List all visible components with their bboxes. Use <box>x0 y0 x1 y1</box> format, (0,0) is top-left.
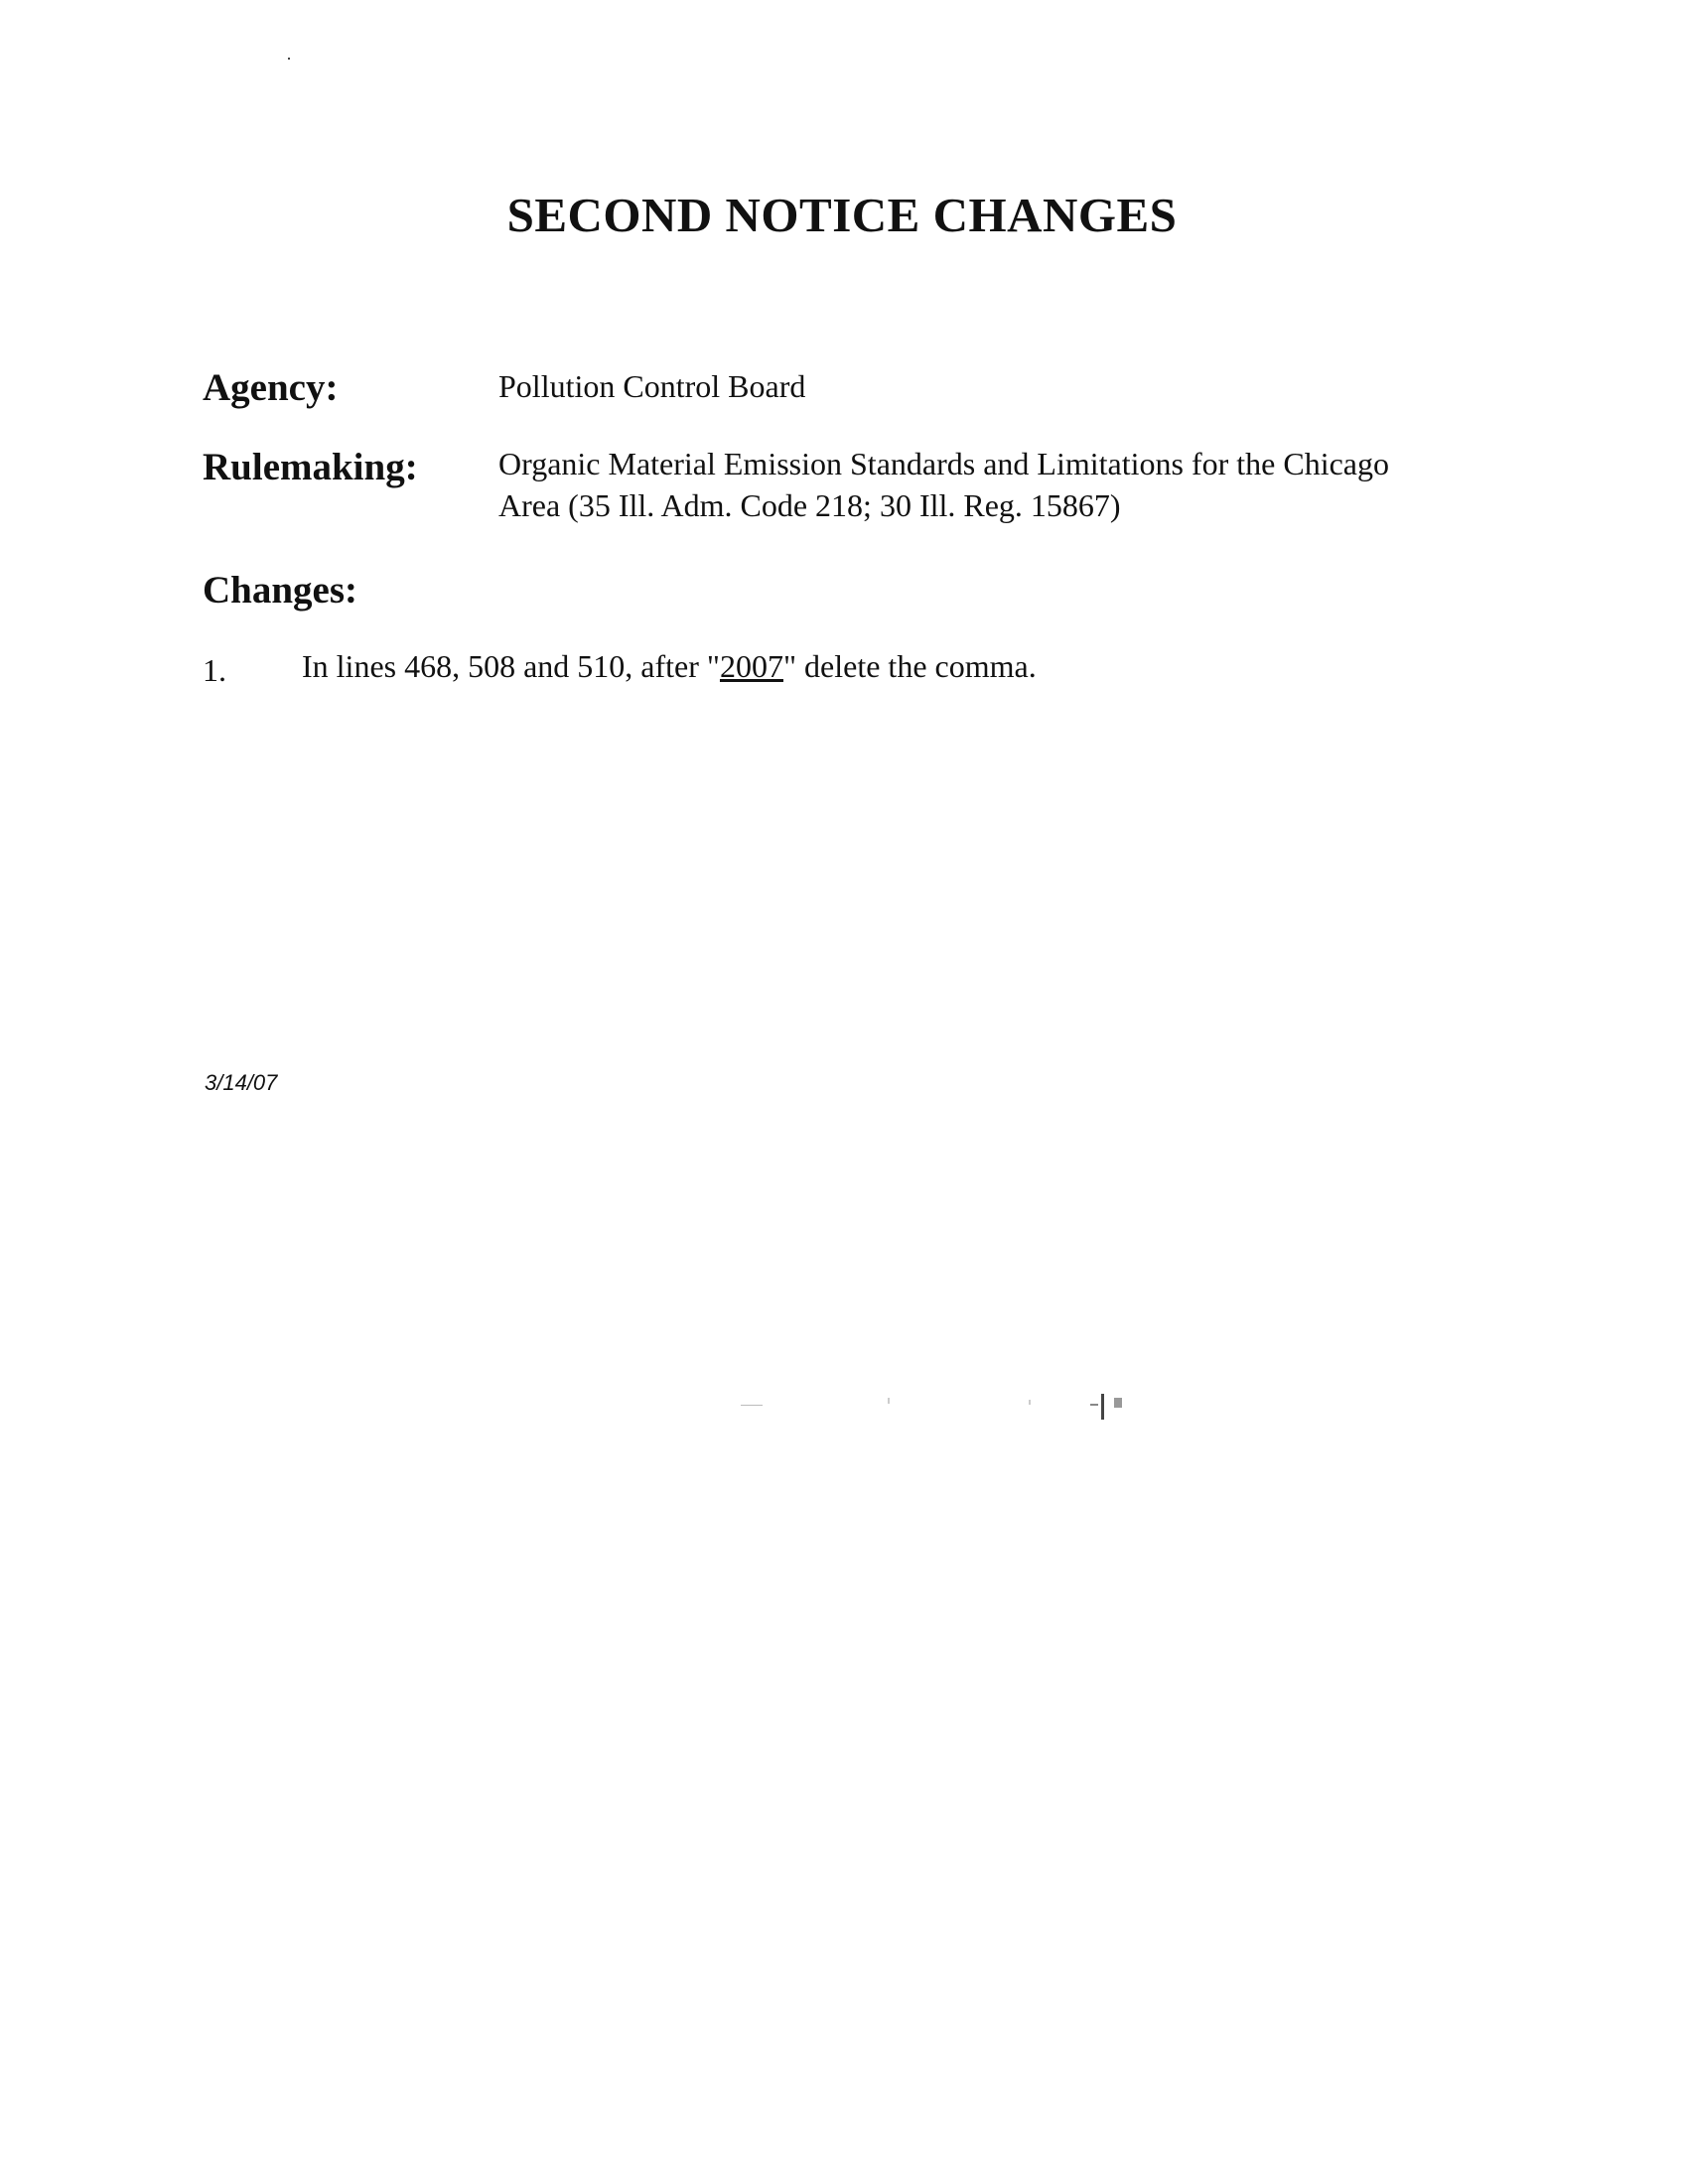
page-title: SECOND NOTICE CHANGES <box>506 188 1178 242</box>
change-text-underlined: 2007 <box>719 648 783 684</box>
change-item-text <box>302 645 1037 687</box>
rulemaking-value-line-1: Organic Material Emission Standards and Limitations for the Chicago <box>498 446 1389 481</box>
rulemaking-label: Rulemaking: <box>203 446 418 488</box>
scan-artifact <box>888 1398 890 1404</box>
agency-label: Agency: <box>203 366 339 409</box>
document-date: 3/14/07 <box>205 1070 278 1095</box>
scan-artifact <box>1090 1404 1098 1406</box>
scan-artifact <box>1114 1398 1122 1408</box>
changes-heading: Changes: <box>203 569 358 612</box>
change-item-number: 1. <box>203 652 226 688</box>
scan-artifact <box>1029 1400 1031 1405</box>
change-text-after: " delete the comma. <box>782 648 1037 684</box>
scan-artifact <box>1101 1394 1104 1420</box>
agency-value: Pollution Control Board <box>498 368 806 404</box>
scan-artifact <box>741 1405 763 1406</box>
rulemaking-value-line-2: Area (35 Ill. Adm. Code 218; 30 Ill. Reg. 15867) <box>498 487 1121 523</box>
change-text-before: In lines 468, 508 and 510, after " <box>302 648 720 684</box>
rulemaking-value <box>498 443 1491 526</box>
scan-artifact <box>288 58 290 60</box>
